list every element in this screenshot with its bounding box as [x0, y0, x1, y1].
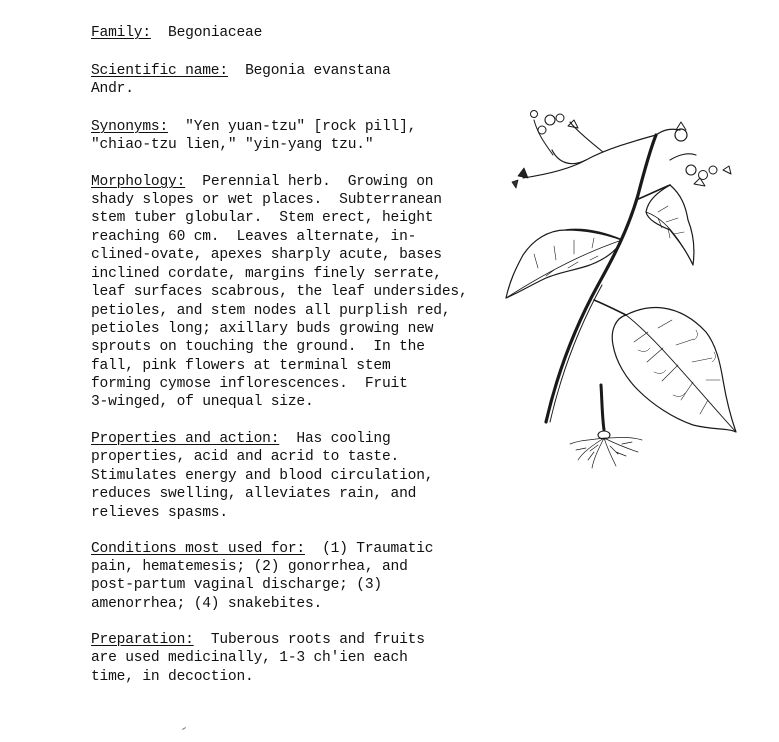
properties-text-line: Stimulates energy and blood circulation, — [91, 468, 434, 484]
leaf-upper-left — [506, 230, 622, 298]
properties-label: Properties and action: — [91, 431, 280, 447]
properties-text-line: reduces swelling, alleviates rain, and — [91, 486, 417, 502]
family-value: Begoniaceae — [168, 25, 263, 41]
scientific-name-label: Scientific name: — [91, 63, 228, 79]
tuber-stem — [601, 385, 604, 430]
preparation-text-first: Tuberous roots and fruits — [210, 632, 425, 648]
morphology-text-line: fall, pink flowers at terminal stem — [91, 358, 391, 374]
morphology-text-line: sprouts on touching the ground. In the — [91, 339, 425, 355]
morphology-text-line: clined-ovate, apexes sharply acute, bases — [91, 247, 442, 263]
properties-text-first: Has cooling — [296, 431, 391, 447]
scientific-name-value: Begonia evanstana — [245, 63, 391, 79]
scan-mark — [182, 727, 186, 730]
roots — [570, 438, 642, 469]
conditions-label: Conditions most used for: — [91, 541, 305, 557]
preparation-label: Preparation: — [91, 632, 194, 648]
morphology-text-line: inclined cordate, margins finely serrate, — [91, 266, 442, 282]
morphology-text-line: forming cymose inflorescences. Fruit — [91, 376, 408, 392]
morphology-text-line: 3-winged, of unequal size. — [91, 394, 314, 410]
morphology-label: Morphology: — [91, 174, 186, 190]
properties-text-line: relieves spasms. — [91, 505, 228, 521]
morphology-text-line: leaf surfaces scabrous, the leaf undersides, — [91, 284, 468, 300]
scientific-name-author: Andr. — [91, 81, 134, 97]
conditions-text-first: (1) Traumatic — [322, 541, 434, 557]
leaf-lower-large — [612, 307, 736, 432]
morphology-line — [91, 173, 433, 191]
synonyms-text-2: "chiao-tzu lien," "yin-yang tzu." — [91, 137, 374, 153]
synonyms-label: Synonyms: — [91, 119, 169, 135]
morphology-text-line: petioles, and stem nodes all purplish red, — [91, 303, 451, 319]
morphology-text-line: stem tuber globular. Stem erect, height — [91, 210, 434, 226]
preparation-line — [91, 631, 425, 649]
morphology-text-line: petioles long; axillary buds growing new — [91, 321, 434, 337]
preparation-text-line: time, in decoction. — [91, 669, 254, 685]
conditions-line — [91, 540, 433, 558]
conditions-text-line: amenorrhea; (4) snakebites. — [91, 596, 323, 612]
morphology-text-first: Perennial herb. Growing on — [202, 174, 434, 190]
begonia-illustration — [498, 100, 748, 470]
properties-text-line: properties, acid and acrid to taste. — [91, 449, 400, 465]
preparation-text-line: are used medicinally, 1-3 ch'ien each — [91, 650, 408, 666]
family-label: Family: — [91, 25, 151, 41]
conditions-text-line: post-partum vaginal discharge; (3) — [91, 577, 382, 593]
properties-line — [91, 430, 391, 448]
morphology-text-line: shady slopes or wet places. Subterranean — [91, 192, 442, 208]
synonyms-text-1: "Yen yuan-tzu" [rock pill], — [185, 119, 417, 135]
scientific-name-line — [91, 62, 391, 80]
family-line — [91, 24, 262, 42]
conditions-text-line: pain, hematemesis; (2) gonorrhea, and — [91, 559, 408, 575]
synonyms-line — [91, 118, 416, 136]
morphology-text-line: reaching 60 cm. Leaves alternate, in- — [91, 229, 417, 245]
stem — [546, 135, 656, 422]
